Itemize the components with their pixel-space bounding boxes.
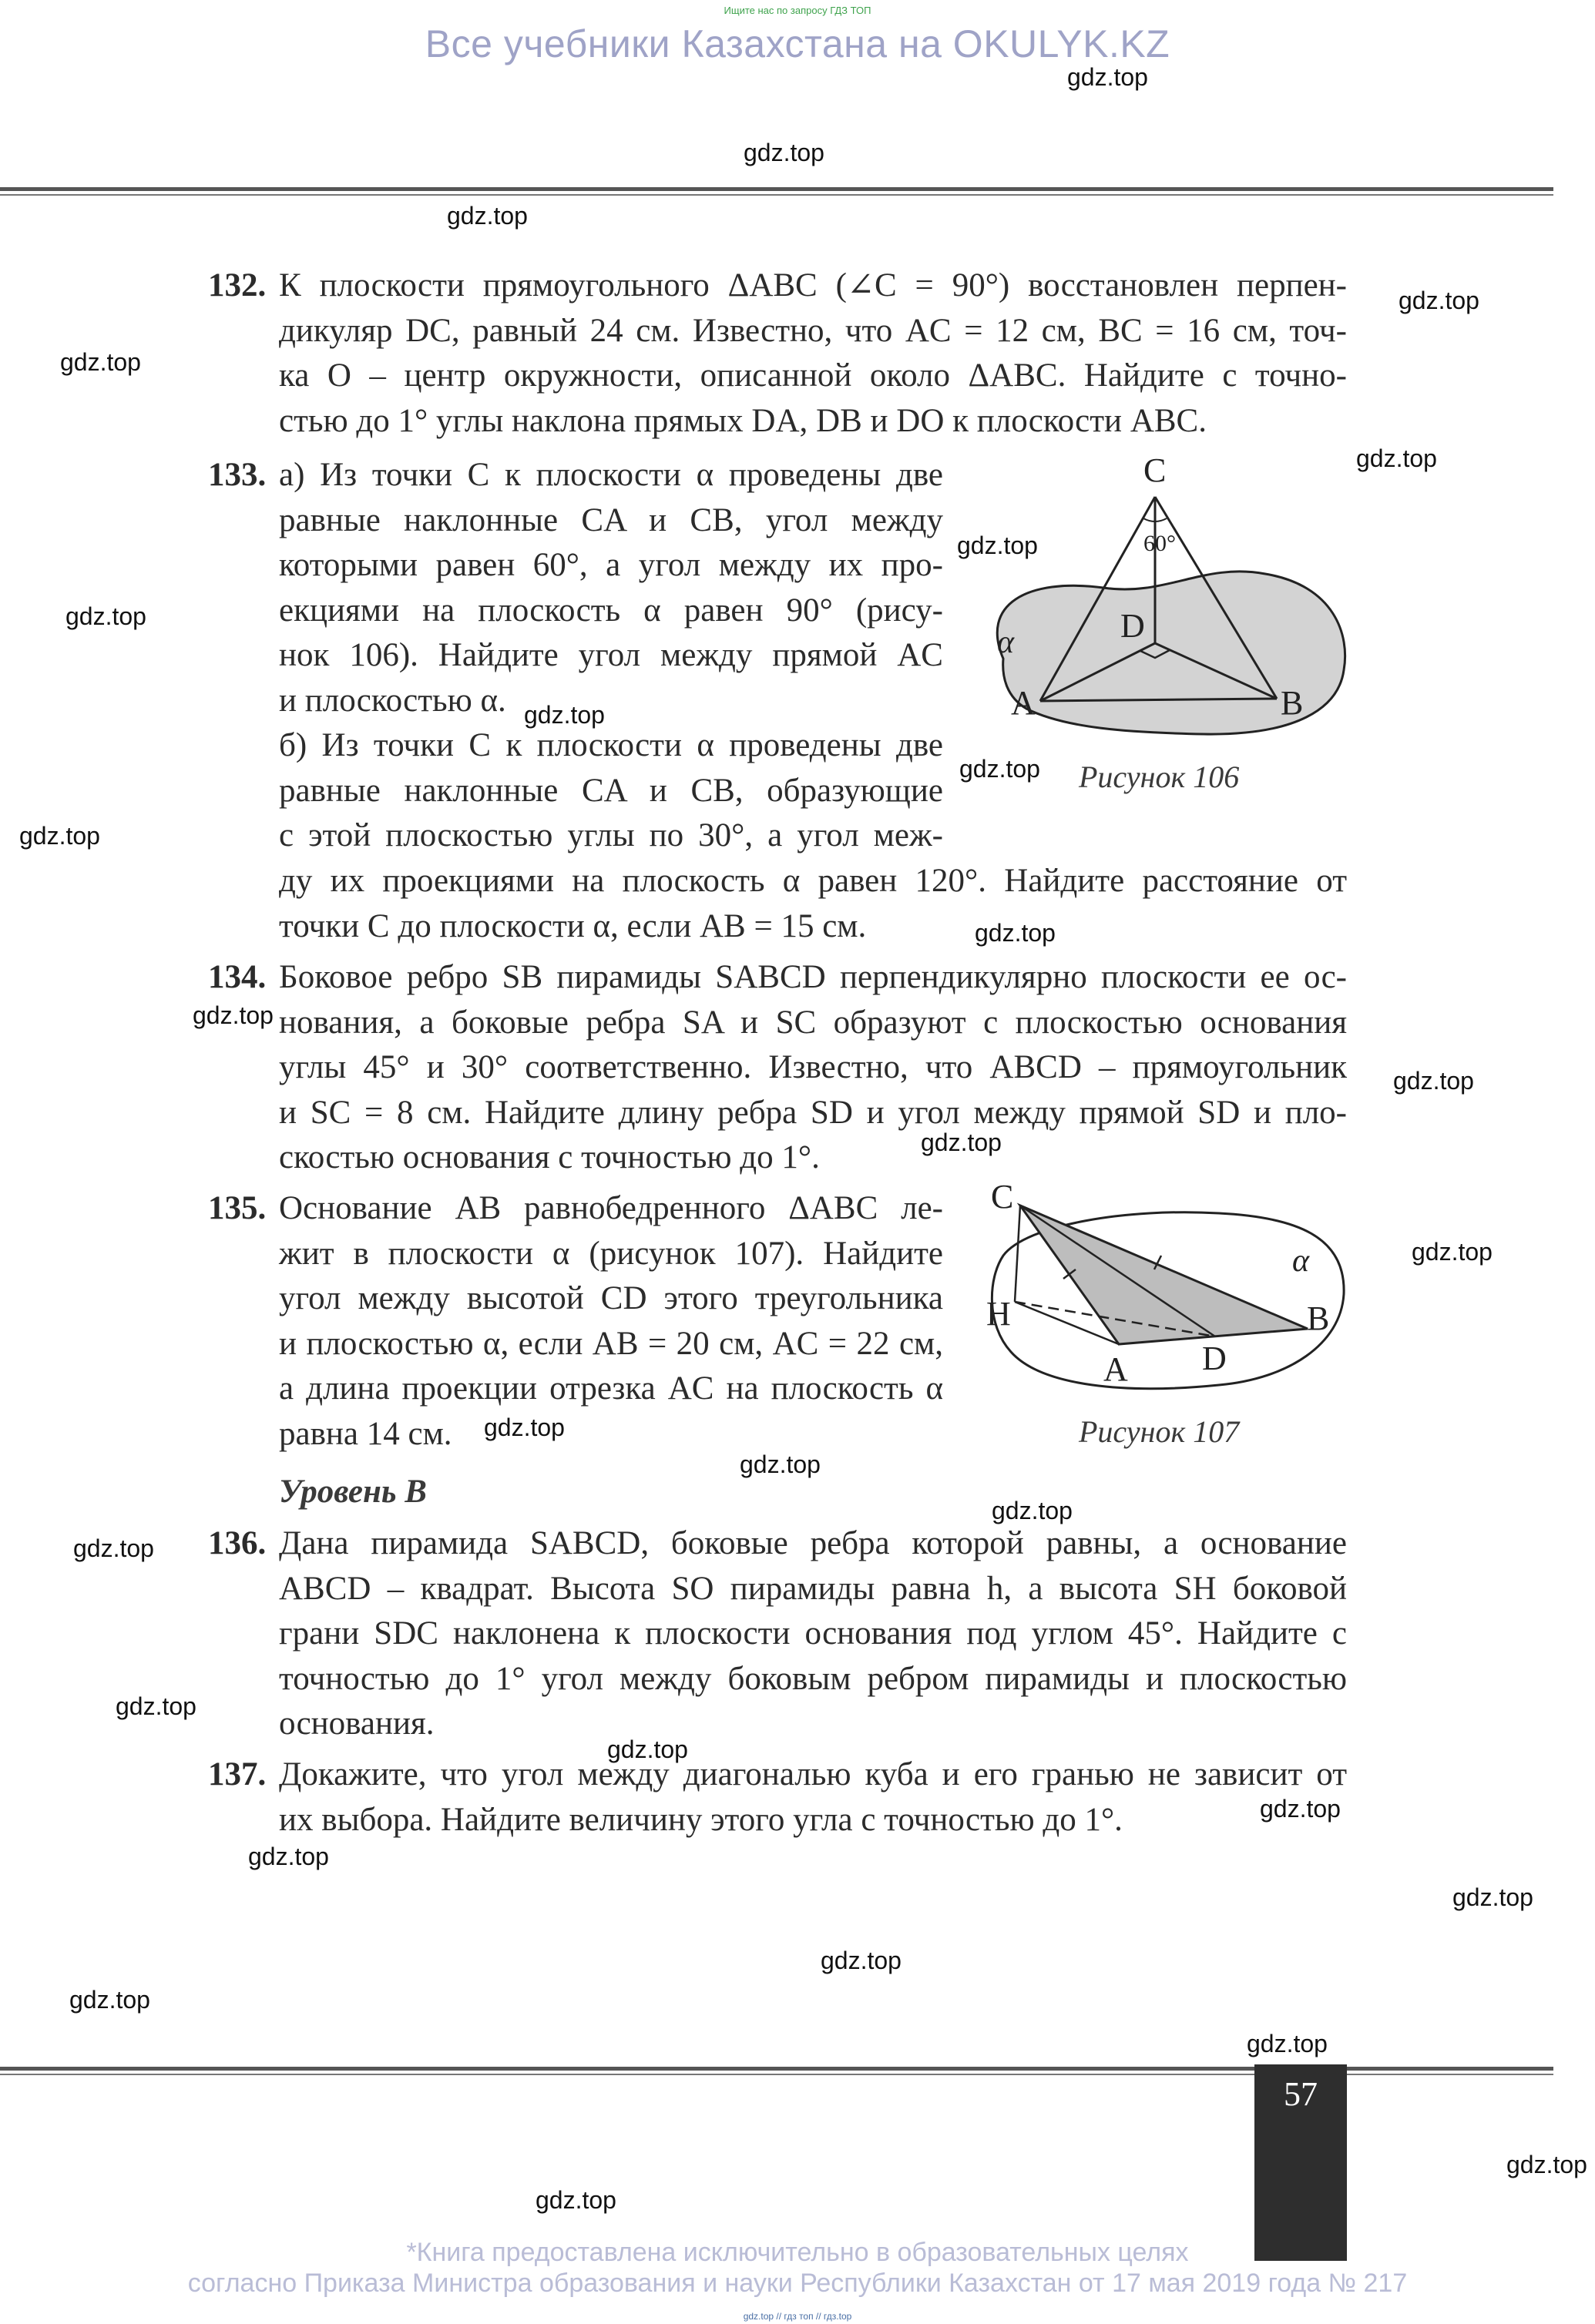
watermark: gdz.top: [65, 602, 146, 630]
watermark: gdz.top: [921, 1128, 1002, 1156]
text-line: нования, а боковые ребра SA и SC образуют с плоскостью основания: [279, 1004, 1347, 1041]
site-banner[interactable]: Все учебники Казахстана на OKULYK.KZ: [425, 22, 1170, 65]
watermark: gdz.top: [959, 755, 1040, 783]
watermark: gdz.top: [744, 139, 824, 166]
watermark: gdz.top: [1260, 1795, 1341, 1823]
watermark: gdz.top: [975, 919, 1056, 947]
text-line: а длина проекции отрезка AC на плоскость α: [279, 1370, 943, 1407]
text-line: нок 106). Найдите угол между прямой AC: [279, 637, 943, 673]
problem-134-number: 134.: [208, 959, 267, 995]
watermark: gdz.top: [193, 1001, 274, 1029]
text-line: которыми равен 60°, а угол между их про-: [279, 547, 943, 583]
label-alpha: α: [1292, 1243, 1310, 1279]
text-line: Основание AB равнобедренного ΔABC ле-: [279, 1190, 943, 1226]
watermark: gdz.top: [957, 532, 1038, 559]
text-line: ABCD – квадрат. Высота SO пирамиды равна h, а высота SH боковой: [279, 1570, 1347, 1607]
text-line: углы 45° и 30° соответственно. Известно, что ABCD – прямоугольник: [279, 1049, 1347, 1085]
watermark: gdz.top: [447, 202, 528, 230]
text-line: Боковое ребро SB пирамиды SABCD перпендикулярно плоскости ее ос-: [279, 959, 1347, 995]
footer-line-2: согласно Приказа Министра образования и науки Республики Казахстан от 17 мая 2019 года № 217: [187, 2269, 1408, 2298]
level-heading: Уровень B: [279, 1474, 427, 1510]
text-line: екциями на плоскость α равен 90° (рису-: [279, 592, 943, 629]
watermark: gdz.top: [484, 1414, 565, 1441]
watermark: gdz.top: [536, 2186, 616, 2214]
problem-137-number: 137.: [208, 1756, 267, 1792]
watermark: gdz.top: [740, 1450, 821, 1478]
text-line: жит в плоскости α (рисунок 107). Найдите: [279, 1235, 943, 1272]
text-line: ду их проекциями на плоскость α равен 120°. Найдите расстояние от: [279, 863, 1347, 899]
header-rule-thin: [0, 194, 1553, 196]
label-b: B: [1281, 684, 1304, 722]
figure-106: [972, 451, 1354, 743]
footer-line-1: *Книга предоставлена исключительно в образовательных целях: [406, 2238, 1189, 2267]
label-d: D: [1202, 1340, 1227, 1377]
problem-137-text: [279, 1752, 1347, 1843]
watermark: gdz.top: [60, 348, 141, 376]
figure-107: [972, 1179, 1354, 1410]
watermark: gdz.top: [1393, 1067, 1474, 1095]
watermark: gdz.top: [73, 1534, 154, 1562]
watermark: gdz.top: [19, 822, 100, 850]
watermark: gdz.top: [1399, 287, 1479, 314]
watermark: gdz.top: [248, 1843, 329, 1870]
text-line: ка O – центр окружности, описанной около ΔABC. Найдите с точно-: [279, 357, 1347, 394]
problem-136-number: 136.: [208, 1525, 267, 1561]
watermark: gdz.top: [524, 701, 605, 729]
caption-figure-107: Рисунок 107: [1079, 1414, 1240, 1449]
label-a: A: [1011, 684, 1036, 722]
text-line: скостью основания с точностью до 1°.: [279, 1139, 820, 1175]
problem-135-text: [279, 1186, 943, 1457]
triangle-abc: [1020, 1206, 1308, 1344]
watermark: gdz.top: [69, 1986, 150, 2014]
watermark: gdz.top: [1452, 1883, 1533, 1911]
problem-132-text: [279, 263, 1347, 444]
text-line: и плоскостью α.: [279, 682, 506, 719]
problem-133-number: 133.: [208, 457, 267, 493]
text-line: равна 14 см.: [279, 1415, 452, 1452]
problem-133-text-a: [279, 453, 943, 859]
watermark: gdz.top: [1067, 63, 1148, 91]
label-alpha: α: [997, 625, 1015, 660]
text-line: грани SDC наклонена к плоскости основания под углом 45°. Найдите с: [279, 1615, 1347, 1652]
caption-figure-106: Рисунок 106: [1079, 760, 1240, 794]
header-rule: [0, 187, 1553, 191]
watermark: gdz.top: [821, 1947, 902, 1974]
label-c: C: [1143, 451, 1167, 489]
text-line: стью до 1° углы наклона прямых DA, DB и DO к плоскости ABC.: [279, 402, 1207, 439]
label-a: A: [1103, 1350, 1128, 1388]
top-search-note: Ищите нас по запросу ГДЗ ТОП: [724, 5, 871, 16]
text-line: и плоскостью α, если AB = 20 см, AC = 22 см,: [279, 1325, 943, 1362]
text-line: точностью до 1° угол между боковым ребром пирамиды и плоскостью: [279, 1660, 1347, 1697]
watermark: gdz.top: [1412, 1238, 1493, 1266]
text-line: угол между высотой CD этого треугольника: [279, 1280, 943, 1316]
problem-134-text: [279, 955, 1347, 1181]
text-line: б) Из точки C к плоскости α проведены две: [279, 727, 943, 763]
text-line: Дана пирамида SABCD, боковые ребра которой равны, а основание: [279, 1525, 1347, 1561]
watermark: gdz.top: [1356, 444, 1437, 472]
text-line: равные наклонные CA и CB, угол между: [279, 501, 943, 538]
watermark: gdz.top: [1506, 2151, 1587, 2178]
text-line: их выбора. Найдите величину этого угла с точностью до 1°.: [279, 1801, 1123, 1838]
watermark: gdz.top: [607, 1735, 688, 1763]
text-line: точки C до плоскости α, если AB = 15 см.: [279, 907, 867, 944]
text-line: и SC = 8 см. Найдите длину ребра SD и угол между прямой SD и пло-: [279, 1094, 1347, 1131]
segment-ch: [1015, 1206, 1020, 1302]
watermark: gdz.top: [116, 1692, 196, 1720]
watermark: gdz.top: [1247, 2030, 1328, 2057]
text-line: основания.: [279, 1705, 435, 1742]
problem-135-number: 135.: [208, 1190, 267, 1226]
problem-133-text-b: [279, 859, 1347, 949]
label-c: C: [991, 1179, 1014, 1216]
label-b: B: [1307, 1299, 1330, 1337]
problem-136-text: [279, 1521, 1347, 1747]
footer-small-links[interactable]: gdz.top // гдз топ // гдз.top: [743, 2311, 852, 2322]
problem-132-number: 132.: [208, 267, 267, 303]
text-line: с этой плоскостью углы по 30°, а угол меж-: [279, 817, 943, 853]
text-line: К плоскости прямоугольного ΔABC (∠C = 90°) восстановлен перпен-: [279, 267, 1347, 303]
label-d: D: [1120, 607, 1145, 645]
label-h: H: [986, 1295, 1011, 1333]
text-line: а) Из точки C к плоскости α проведены две: [279, 457, 943, 493]
text-line: равные наклонные CA и CB, образующие: [279, 772, 943, 809]
page-number: 57: [1284, 2075, 1318, 2113]
label-angle-60: 60°: [1143, 531, 1176, 556]
text-line: дикуляр DC, равный 24 см. Известно, что AC = 12 см, BC = 16 см, точ-: [279, 312, 1347, 349]
watermark: gdz.top: [992, 1497, 1073, 1524]
text-line: Докажите, что угол между диагональю куба и его гранью не зависит от: [279, 1756, 1347, 1792]
